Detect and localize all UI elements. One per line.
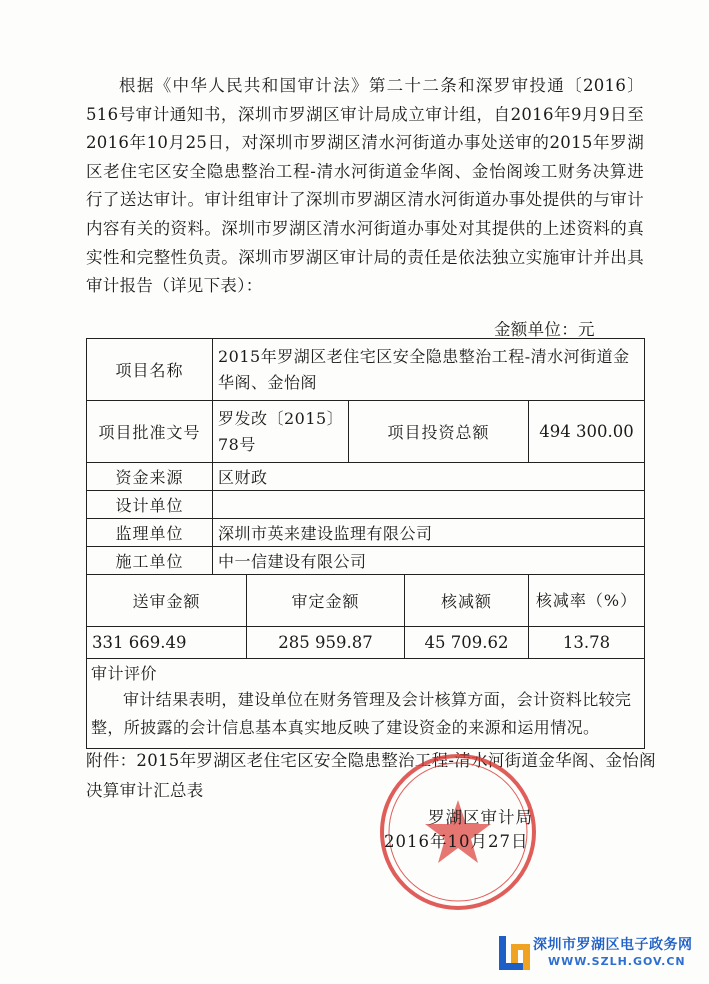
audit-evaluation-title: 审计评价 [91,664,158,683]
audit-evaluation-text: 审计结果表明，建设单位在财务管理及会计核算方面，会计资料比较完整，所披露的会计信息基本真实地反映了建设资金的来源和运用情况。 [91,690,632,737]
reduction-rate-header: 核减率（%） [529,575,645,627]
amount-unit-note: 金额单位：元 [494,320,595,339]
signature-date: 2016年10月27日 [384,832,529,851]
supervision-unit-label: 监理单位 [87,519,213,547]
reduction-amount-value: 45 709.62 [405,627,529,659]
row-approval [87,401,645,463]
intro-paragraph: 根据《中华人民共和国审计法》第二十二条和深罗审投通〔2016〕516号审计通知书，深圳市罗湖区审计局成立审计组，自2016年9月9日至2016年10月25日，对深圳市罗湖区清水河街道办事处送审的2015年罗湖区老住宅区安全隐患整治工程-清水河街道金华阁、金怡阁竣工财务决算进行了送达审计。审计组审计了深圳市罗湖区清水河街道办事处提供的与审计内容有关的资料。深圳市罗湖区清水河街道办事处对其提供的上述资料的真实性和完整性负责。深圳市罗湖区审计局的责任是依法独立实施审计并出具审计报告（详见下表）： [86,76,644,296]
construction-unit-value: 中一信建设有限公司 [213,547,645,575]
reduction-amount-header: 核减额 [405,575,529,627]
approval-label: 项目批准文号 [87,401,213,463]
investment-value: 494 300.00 [529,401,645,463]
investment-label: 项目投资总额 [349,401,529,463]
audit-summary-table [86,338,645,749]
logo-url[interactable]: WWW.SZLH.GOV.CN [548,955,686,968]
reduction-rate-value: 13.78 [529,627,645,659]
submitted-amount-header: 送审金额 [87,575,247,627]
construction-unit-label: 施工单位 [87,547,213,575]
signature-org: 罗湖区审计局 [428,808,533,827]
row-supervision-unit [87,519,645,547]
project-name-value: 2015年罗湖区老住宅区安全隐患整治工程-清水河街道金华阁、金怡阁 [213,339,645,401]
audit-evaluation-cell [87,659,645,749]
design-unit-label: 设计单位 [87,491,213,519]
row-audit-evaluation [87,659,645,749]
fund-source-value: 区财政 [213,463,645,491]
approval-value: 罗发改〔2015〕78号 [213,401,349,463]
row-design-unit [87,491,645,519]
approved-amount-header: 审定金额 [247,575,405,627]
fund-source-label: 资金来源 [87,463,213,491]
row-construction-unit [87,547,645,575]
logo-name: 深圳市罗湖区电子政务网 [533,937,693,953]
row-fund-source [87,463,645,491]
row-amount-values [87,627,645,659]
row-amount-headers [87,575,645,627]
attachment-note: 附件：2015年罗湖区老住宅区安全隐患整治工程-清水河街道金华阁、金怡阁决算审计汇总表 [86,751,656,800]
row-project-name [87,339,645,401]
design-unit-value [213,491,645,519]
submitted-amount-value: 331 669.49 [87,627,247,659]
approved-amount-value: 285 959.87 [247,627,405,659]
project-name-label: 项目名称 [87,339,213,401]
supervision-unit-value: 深圳市英来建设监理有限公司 [213,519,645,547]
